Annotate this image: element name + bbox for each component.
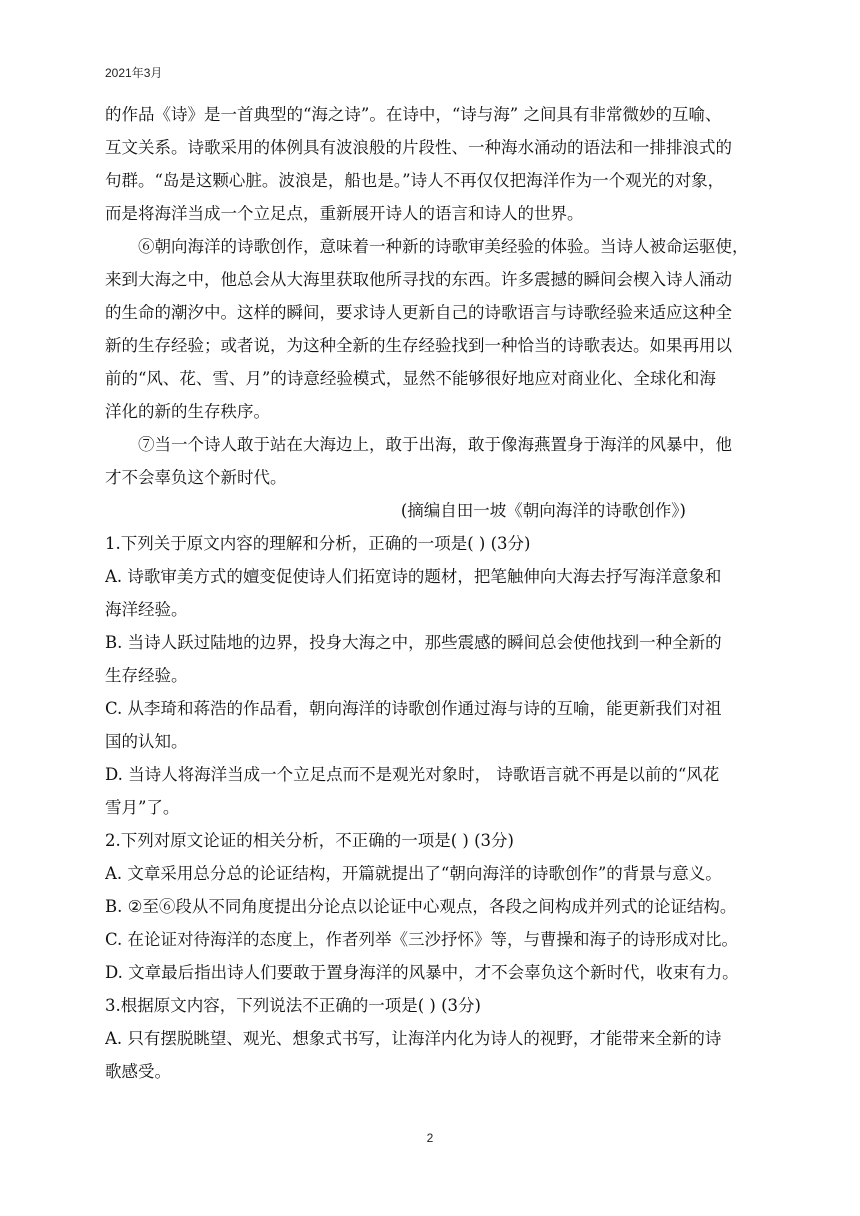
paragraph-7-start: ⑦当一个诗人敢于站在大海边上，敢于出海，敢于像海燕置身于海洋的风暴中，他 xyxy=(138,435,732,454)
q1-option-c-cont: 国的认知。 xyxy=(105,732,188,751)
text-line: 新的生存经验；或者说，为这种全新的生存经验找到一种恰当的诗歌表达。如果再用以 xyxy=(105,336,732,355)
text-line: 的生命的潮汐中。这样的瞬间，要求诗人更新自己的诗歌语言与诗歌经验来适应这种全 xyxy=(105,303,732,322)
text-line: 互文关系。诗歌采用的体例具有波浪般的片段性、一种海水涌动的语法和一排排浪式的 xyxy=(105,138,732,157)
text-line: 洋化的新的生存秩序。 xyxy=(105,402,270,421)
page-number: 2 xyxy=(426,1131,434,1145)
text-line: 才不会辜负这个新时代。 xyxy=(105,468,287,487)
question-3-stem: 3.根据原文内容，下列说法不正确的一项是( ) (3分) xyxy=(105,996,481,1015)
q3-option-a: A. 只有摆脱眺望、观光、想象式书写，让海洋内化为诗人的视野，才能带来全新的诗 xyxy=(105,1029,722,1048)
document-body xyxy=(105,98,760,1088)
question-2-stem: 2.下列对原文论证的相关分析，不正确的一项是( ) (3分) xyxy=(105,831,514,850)
q1-option-b: B. 当诗人跃过陆地的边界，投身大海之中，那些震感的瞬间总会使他找到一种全新的 xyxy=(105,633,722,652)
text-line: 的作品《诗》是一首典型的“海之诗”。在诗中，“诗与海” 之间具有非常微妙的互喻、 xyxy=(105,105,722,124)
q1-option-d-cont: 雪月”了。 xyxy=(105,798,180,817)
q1-option-a-cont: 海洋经验。 xyxy=(105,600,188,619)
q3-option-a-cont: 歌感受。 xyxy=(105,1062,171,1081)
text-line: 前的“风、花、雪、月”的诗意经验模式，显然不能够很好地应对商业化、全球化和海 xyxy=(105,369,716,388)
question-1-stem: 1.下列关于原文内容的理解和分析，正确的一项是( ) (3分) xyxy=(105,534,531,553)
q1-option-b-cont: 生存经验。 xyxy=(105,666,188,685)
text-line: 而是将海洋当成一个立足点，重新展开诗人的语言和诗人的世界。 xyxy=(105,204,584,223)
q2-option-a: A. 文章采用总分总的论证结构，开篇就提出了“朝向海洋的诗歌创作”的背景与意义。 xyxy=(105,864,722,883)
q2-option-b: B. ②至⑥段从不同角度提出分论点以论证中心观点，各段之间构成并列式的论证结构。 xyxy=(105,897,737,916)
q2-option-c: C. 在论证对待海洋的态度上，作者列举《三沙抒怀》等，与曹操和海子的诗形成对比。 xyxy=(105,930,739,949)
q1-option-d: D. 当诗人将海洋当成一个立足点而不是观光对象时， 诗歌语言就不再是以前的“风花 xyxy=(105,765,720,784)
paragraph-6-start: ⑥朝向海洋的诗歌创作，意味着一种新的诗歌审美经验的体验。当诗人被命运驱使， xyxy=(138,237,749,256)
text-line: 来到大海之中，他总会从大海里获取他所寻找的东西。许多震撼的瞬间会楔入诗人涌动 xyxy=(105,270,732,289)
q2-option-d: D. 文章最后指出诗人们要敢于置身海洋的风暴中，才不会辜负这个新时代，收束有力。 xyxy=(105,963,739,982)
page-header-date: 2021年3月 xyxy=(105,66,163,80)
text-line: 句群。“岛是这颗心脏。波浪是，船也是。”诗人不再仅仅把海洋作为一个观光的对象， xyxy=(105,171,725,190)
q1-option-a: A. 诗歌审美方式的嬗变促使诗人们拓宽诗的题材，把笔触伸向大海去抒写海洋意象和 xyxy=(105,567,722,586)
source-citation: (摘编自田一坡《朝向海洋的诗歌创作》) xyxy=(400,501,686,520)
q1-option-c: C. 从李琦和蒋浩的作品看，朝向海洋的诗歌创作通过海与诗的互喻，能更新我们对祖 xyxy=(105,699,722,718)
